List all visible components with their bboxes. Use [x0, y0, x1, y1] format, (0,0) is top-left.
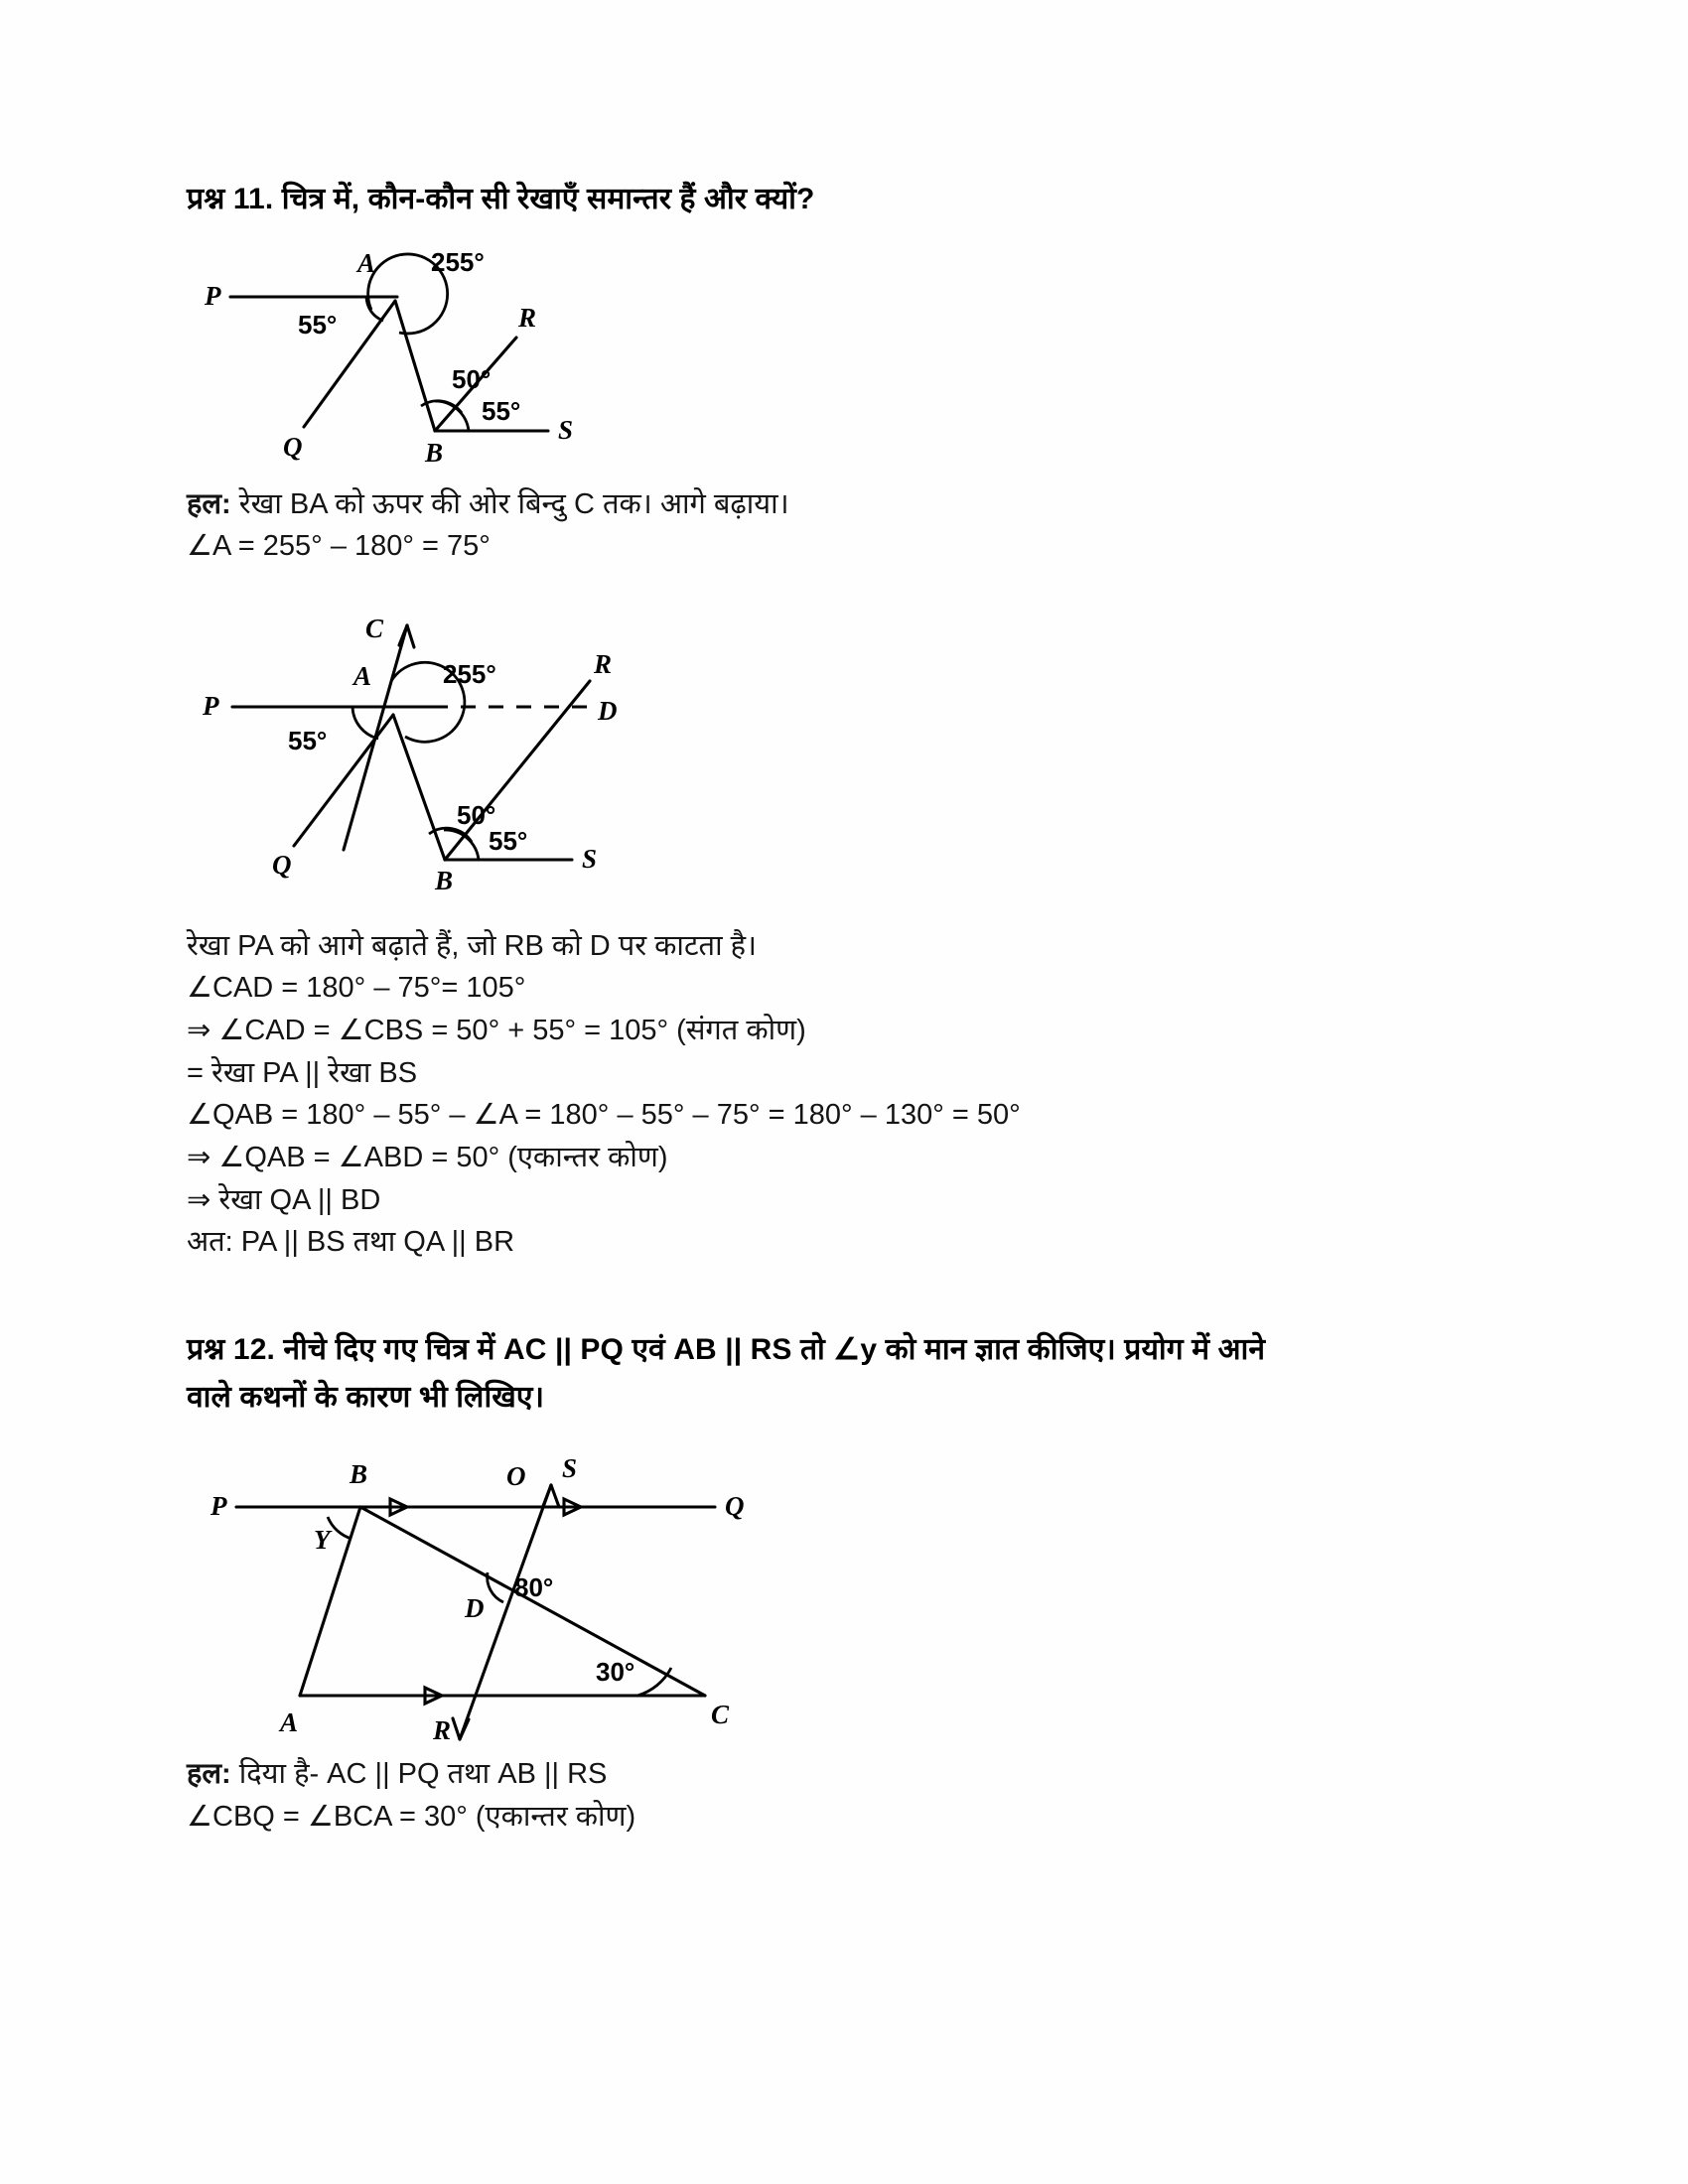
question-12-heading-line1: प्रश्न 12. नीचे दिए गए चित्र में AC || PQ एवं AB || RS तो ∠y को मान ज्ञात कीजिए। प्रयोग में आने: [187, 1332, 1266, 1366]
figure3-label-Q: Q: [725, 1491, 745, 1522]
figure3-label-Y: Y: [314, 1525, 331, 1556]
figure2-label-A: A: [353, 660, 372, 691]
figure1-angle-50: 50°: [452, 363, 492, 394]
figure1-angle-55-bottom: 55°: [482, 395, 521, 426]
figure2-label-R: R: [594, 648, 613, 679]
figure2-angle-55-bottom: 55°: [489, 825, 528, 856]
figure1-label-B: B: [425, 437, 444, 468]
q12-solution-line-1: [187, 1753, 1497, 1796]
q11-sol2-line-2: ∠CAD = 180° – 75°= 105°: [187, 972, 526, 1005]
figure3-label-D: D: [465, 1593, 485, 1624]
document-content: [187, 179, 1497, 1838]
q11-sol2-line-8: अत: PA || BS तथा QA || BR: [187, 1226, 515, 1259]
figure3-label-A: A: [280, 1707, 299, 1738]
figure1-label-R: R: [518, 302, 537, 333]
q11-sol2-line-1: रेखा PA को आगे बढ़ाते हैं, जो RB को D पर काटता है।: [187, 929, 758, 962]
figure1-label-S: S: [558, 414, 574, 445]
q11-sol2-line-4: = रेखा PA || रेखा BS: [187, 1056, 418, 1089]
figure2-angle-55-top: 55°: [288, 725, 328, 755]
question-12-heading-line2: वाले कथनों के कारण भी लिखिए।: [187, 1381, 545, 1415]
figure3-label-R: R: [433, 1715, 452, 1744]
q11-sol2-line-7: ⇒ रेखा QA || BD: [187, 1183, 381, 1216]
figure2-label-P: P: [203, 690, 219, 721]
q12-solution-line-2: ∠CBQ = ∠BCA = 30° (एकान्तर कोण): [187, 1800, 636, 1833]
figure2-label-D: D: [598, 695, 618, 726]
figure3-label-C: C: [711, 1700, 730, 1730]
figure2-label-B: B: [435, 865, 454, 891]
q11-solution-text-1: रेखा BA को ऊपर की ओर बिन्दु C तक। आगे बढ़ाया।: [230, 487, 789, 520]
figure3-angle-30: 30°: [596, 1657, 635, 1688]
q11-sol2-line-3: ⇒ ∠CAD = ∠CBS = 50° + 55° = 105° (संगत कोण): [187, 1015, 806, 1047]
q11-sol2-line-5: ∠QAB = 180° – 55° – ∠A = 180° – 55° – 75° = 180° – 130° = 50°: [187, 1099, 1021, 1132]
figure-question-12: [209, 1445, 824, 1743]
figure2-label-Q: Q: [272, 849, 292, 880]
figure3-label-S: S: [562, 1453, 578, 1484]
figure2-angle-255: 255°: [443, 658, 496, 689]
question-11-heading: प्रश्न 11. चित्र में, कौन-कौन सी रेखाएँ समान्तर हैं और क्यों?: [187, 183, 815, 215]
figure2-angle-50: 50°: [457, 799, 496, 830]
q11-solution-lead-1: हल:: [187, 487, 231, 520]
figure2-label-C: C: [365, 613, 384, 643]
q11-solution-line-2: ∠A = 255° – 180° = 75°: [187, 530, 491, 563]
figure1-angle-55-top: 55°: [298, 309, 338, 340]
q12-solution-lead-1: हल:: [187, 1758, 231, 1791]
figure3-label-O: O: [506, 1461, 526, 1492]
q11-solution-line-1: [187, 483, 1497, 526]
figure1-label-A: A: [357, 247, 376, 278]
figure1-label-P: P: [205, 280, 221, 311]
figure1-label-Q: Q: [283, 431, 303, 462]
q12-solution-text-1: दिया है- AC || PQ तथा AB || RS: [230, 1758, 608, 1791]
figure-question-11-solution: [197, 604, 753, 891]
figure3-angle-80: 80°: [514, 1572, 554, 1603]
figure1-angle-255: 255°: [431, 246, 485, 277]
figure3-label-P: P: [211, 1491, 227, 1522]
figure3-label-B: B: [350, 1459, 368, 1490]
figure2-label-S: S: [582, 843, 598, 874]
q11-sol2-line-6: ⇒ ∠QAB = ∠ABD = 50° (एकान्तर कोण): [187, 1141, 668, 1173]
figure-question-11: [201, 235, 667, 474]
